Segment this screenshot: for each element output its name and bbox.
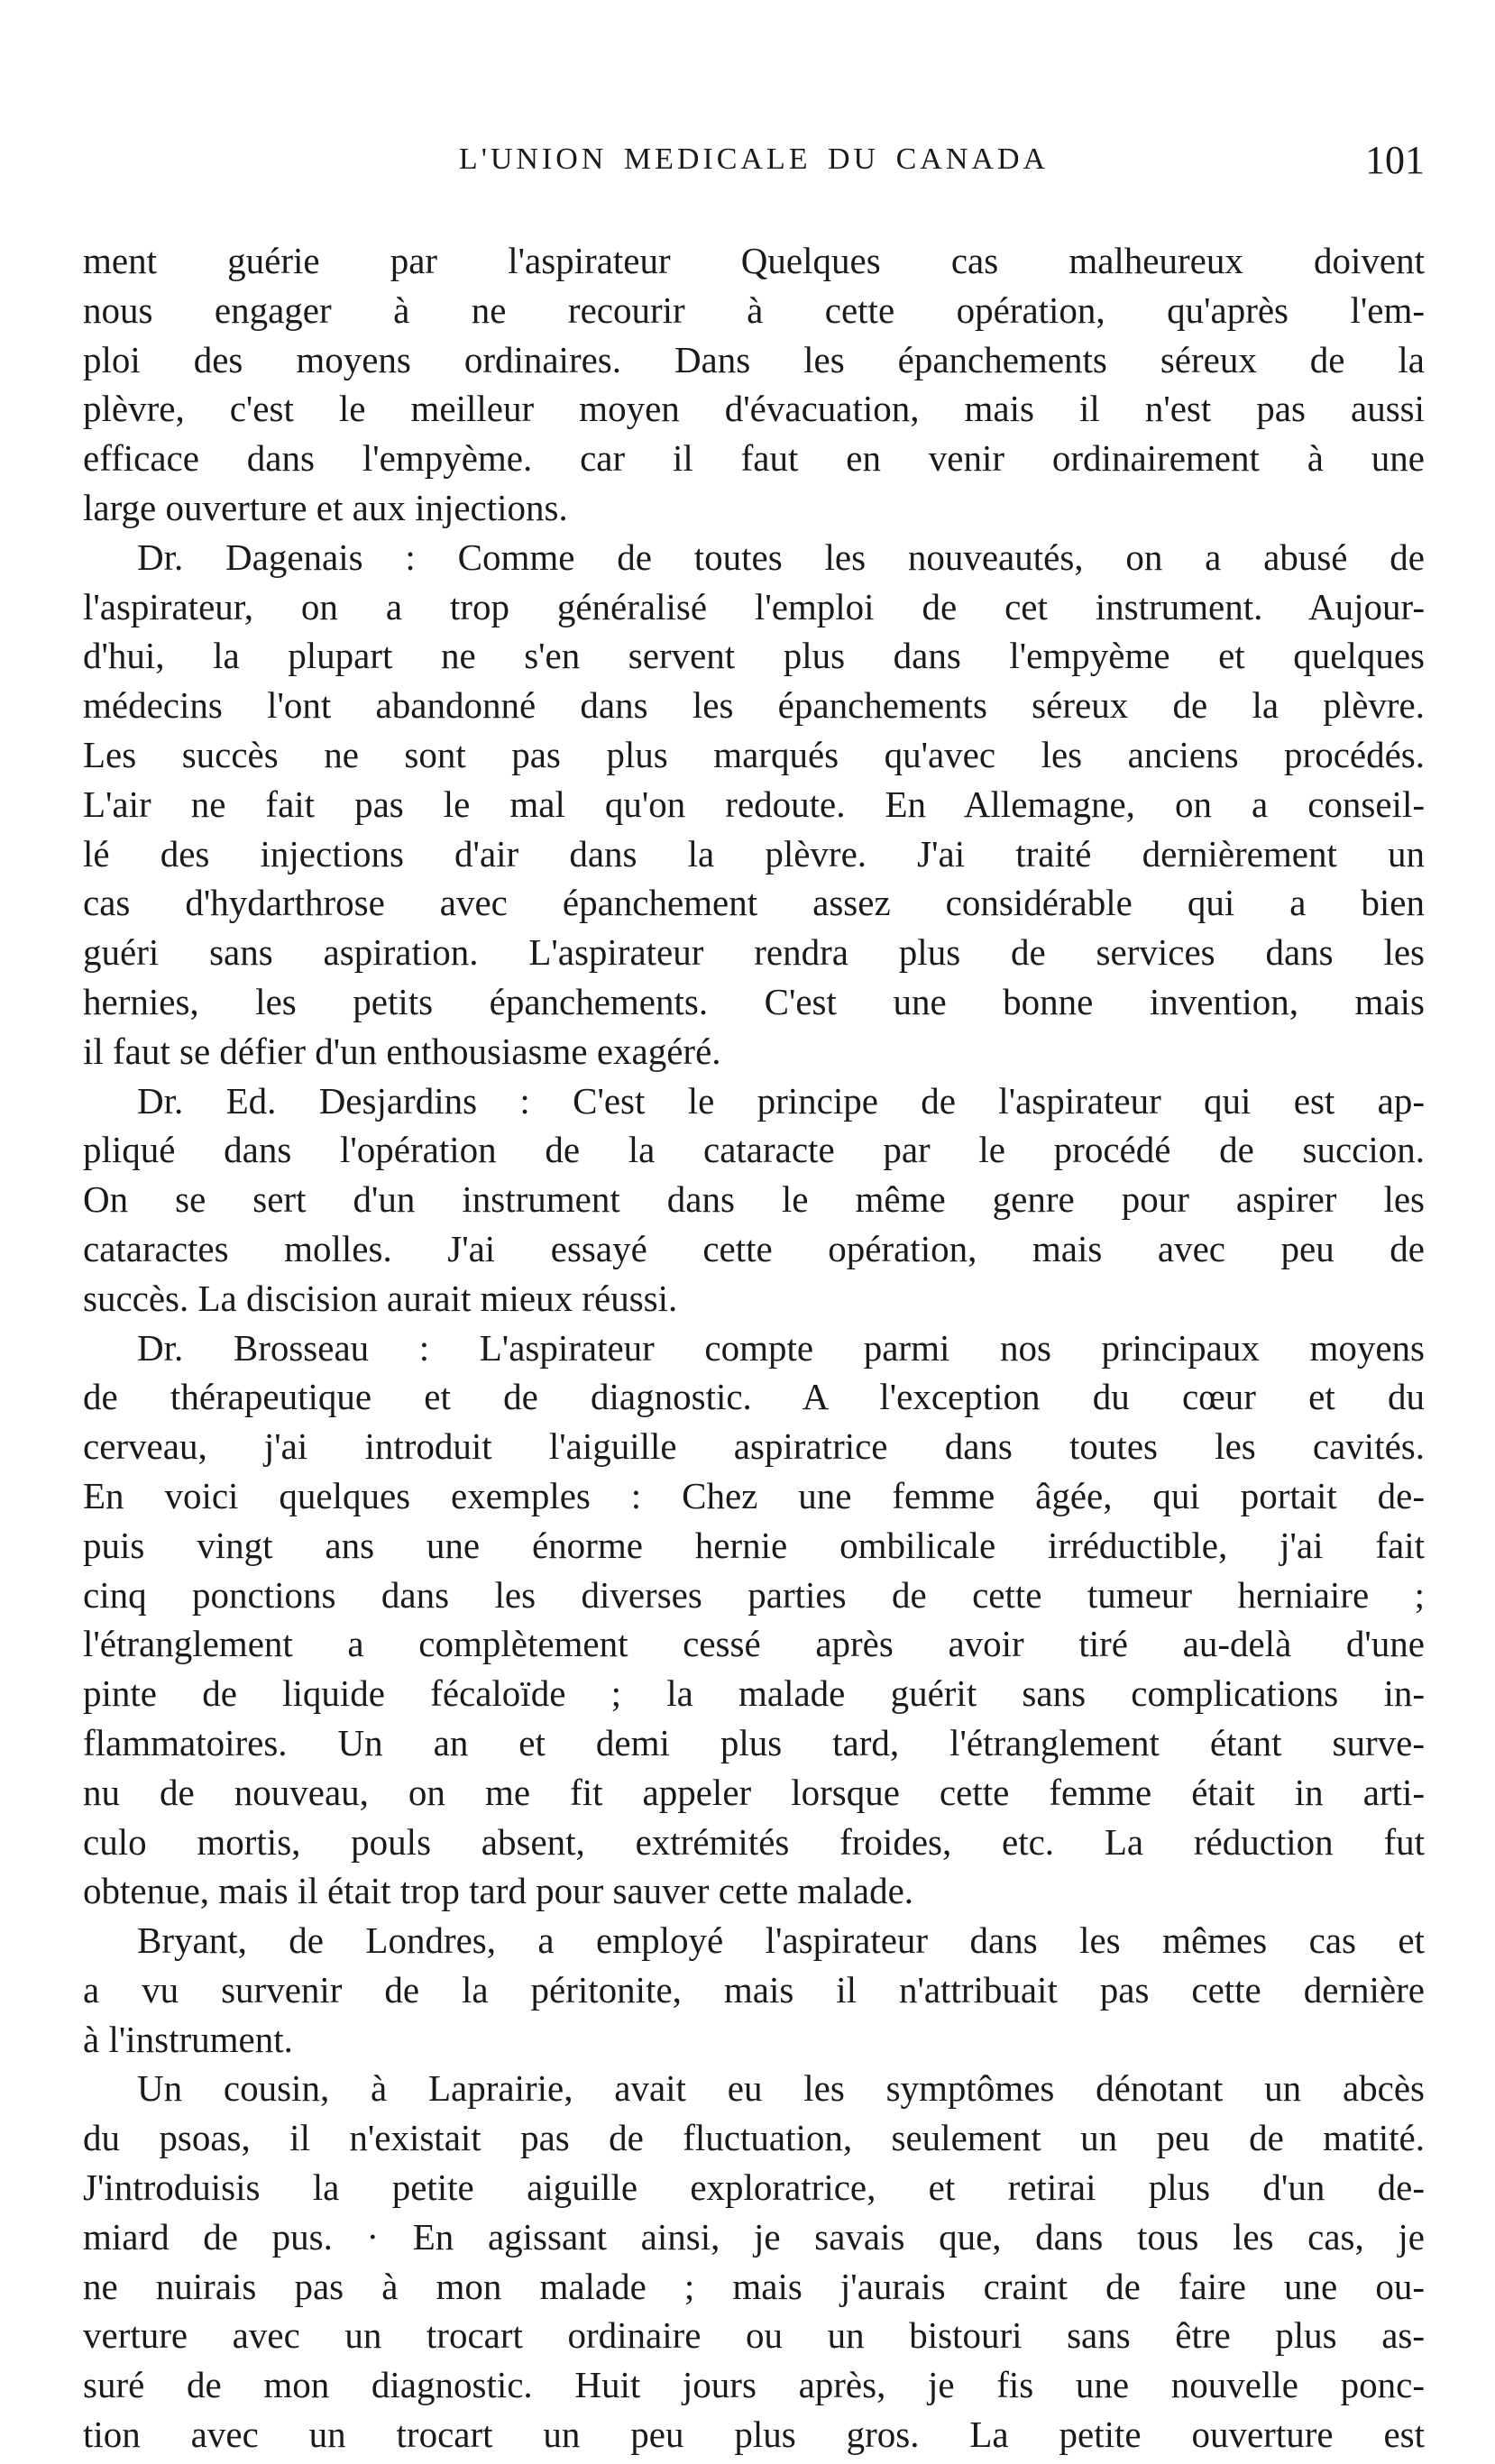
text-line: Dr. Dagenais : Comme de toutes les nouveautés, on a abusé de xyxy=(137,536,1425,578)
paragraph-brosseau xyxy=(83,1324,1425,1917)
running-header xyxy=(83,138,1425,206)
text-line: Dr. Brosseau : L'aspirateur compte parmi nos principaux moyens xyxy=(137,1326,1425,1369)
text-line: large ouverture et aux injections. xyxy=(83,486,568,528)
text-line: suré de mon diagnostic. Huit jours après, je fis une nouvelle ponc- xyxy=(83,2364,1425,2406)
text-line: En voici quelques exemples : Chez une femme âgée, qui portait de- xyxy=(83,1474,1425,1516)
text-line: ploi des moyens ordinaires. Dans les épanchements séreux de la xyxy=(83,338,1425,380)
paragraph-dagenais xyxy=(83,533,1425,1076)
text-line: efficace dans l'empyème. car il faut en venir ordinairement à une xyxy=(83,437,1425,480)
text-line: cataractes molles. J'ai essayé cette opération, mais avec peu de xyxy=(83,1227,1425,1269)
article-body xyxy=(83,236,1425,2459)
text-line: à l'instrument. xyxy=(83,2018,293,2060)
text-line: d'hui, la plupart ne s'en servent plus dans l'empyème et quelques xyxy=(83,635,1425,677)
text-line: On se sert d'un instrument dans le même genre pour aspirer les xyxy=(83,1178,1425,1221)
text-line: de thérapeutique et de diagnostic. A l'exception du cœur et du xyxy=(83,1376,1425,1418)
text-line: Un cousin, à Laprairie, avait eu les symptômes dénotant un abcès xyxy=(137,2067,1425,2110)
running-title: L'UNION MEDICALE DU CANADA xyxy=(458,142,1050,176)
text-line: succès. La discision aurait mieux réussi. xyxy=(83,1277,678,1319)
text-line: Les succès ne sont pas plus marqués qu'avec les anciens procédés. xyxy=(83,733,1425,775)
text-line: miard de pus. · En agissant ainsi, je savais que, dans tous les cas, je xyxy=(83,2215,1425,2258)
text-line: il faut se défier d'un enthousiasme exagéré. xyxy=(83,1030,721,1072)
text-line: ment guérie par l'aspirateur Quelques cas malheureux doivent xyxy=(83,240,1425,281)
text-line: cerveau, j'ai introduit l'aiguille aspiratrice dans toutes les cavités. xyxy=(83,1425,1425,1468)
text-line: ne nuirais pas à mon malade ; mais j'aurais craint de faire une ou- xyxy=(83,2265,1425,2307)
paragraph-bryant xyxy=(83,1916,1425,2064)
text-line: plèvre, c'est le meilleur moyen d'évacuation, mais il n'est pas aussi xyxy=(83,388,1425,430)
text-line: L'air ne fait pas le mal qu'on redoute. En Allemagne, on a conseil- xyxy=(83,783,1425,825)
text-line: Dr. Ed. Desjardins : C'est le principe de l'aspirateur qui est ap- xyxy=(137,1079,1425,1122)
text-line: cinq ponctions dans les diverses parties de cette tumeur herniaire ; xyxy=(83,1573,1425,1616)
text-line: nu de nouveau, on me fit appeler lorsque cette femme était in arti- xyxy=(83,1771,1425,1813)
paragraph-cousin xyxy=(83,2064,1425,2459)
text-line: l'étranglement a complètement cessé après avoir tiré au-delà d'une xyxy=(83,1623,1425,1665)
text-line: J'introduisis la petite aiguille exploratrice, et retirai plus d'un de- xyxy=(83,2166,1425,2209)
text-line: nous engager à ne recourir à cette opération, qu'après l'em- xyxy=(83,289,1425,331)
text-line: tion avec un trocart un peu plus gros. La petite ouverture est xyxy=(83,2414,1425,2456)
page-number: 101 xyxy=(1365,138,1425,182)
text-line: médecins l'ont abandonné dans les épanchements séreux de la plèvre. xyxy=(83,684,1425,727)
text-line: culo mortis, pouls absent, extrémités froides, etc. La réduction fut xyxy=(83,1820,1425,1863)
text-line: pinte de liquide fécaloïde ; la malade guérit sans complications in- xyxy=(83,1672,1425,1715)
text-line: obtenue, mais il était trop tard pour sauver cette malade. xyxy=(83,1870,914,1912)
text-line: du psoas, il n'existait pas de fluctuation, seulement un peu de matité. xyxy=(83,2117,1425,2159)
text-line: Bryant, de Londres, a employé l'aspirateur dans les mêmes cas et xyxy=(137,1919,1425,1962)
text-line: l'aspirateur, on a trop généralisé l'emploi de cet instrument. Aujour- xyxy=(83,585,1425,627)
text-line: pliqué dans l'opération de la cataracte par le procédé de succion. xyxy=(83,1129,1425,1171)
text-line: cas d'hydarthrose avec épanchement assez considérable qui a bien xyxy=(83,882,1425,924)
text-line: hernies, les petits épanchements. C'est une bonne invention, mais xyxy=(83,980,1425,1022)
paragraph-desjardins xyxy=(83,1076,1425,1324)
text-line: lé des injections d'air dans la plèvre. J'ai traité dernièrement un xyxy=(83,832,1425,875)
text-line: a vu survenir de la péritonite, mais il n'attribuait pas cette dernière xyxy=(83,1968,1425,2011)
text-line: puis vingt ans une énorme hernie ombilicale irréductible, j'ai fait xyxy=(83,1524,1425,1566)
text-line: guéri sans aspiration. L'aspirateur rendra plus de services dans les xyxy=(83,931,1425,974)
paragraph-continuation xyxy=(83,236,1425,533)
text-line: verture avec un trocart ordinaire ou un bistouri sans être plus as- xyxy=(83,2314,1425,2357)
text-line: flammatoires. Un an et demi plus tard, l'étranglement étant surve- xyxy=(83,1721,1425,1763)
